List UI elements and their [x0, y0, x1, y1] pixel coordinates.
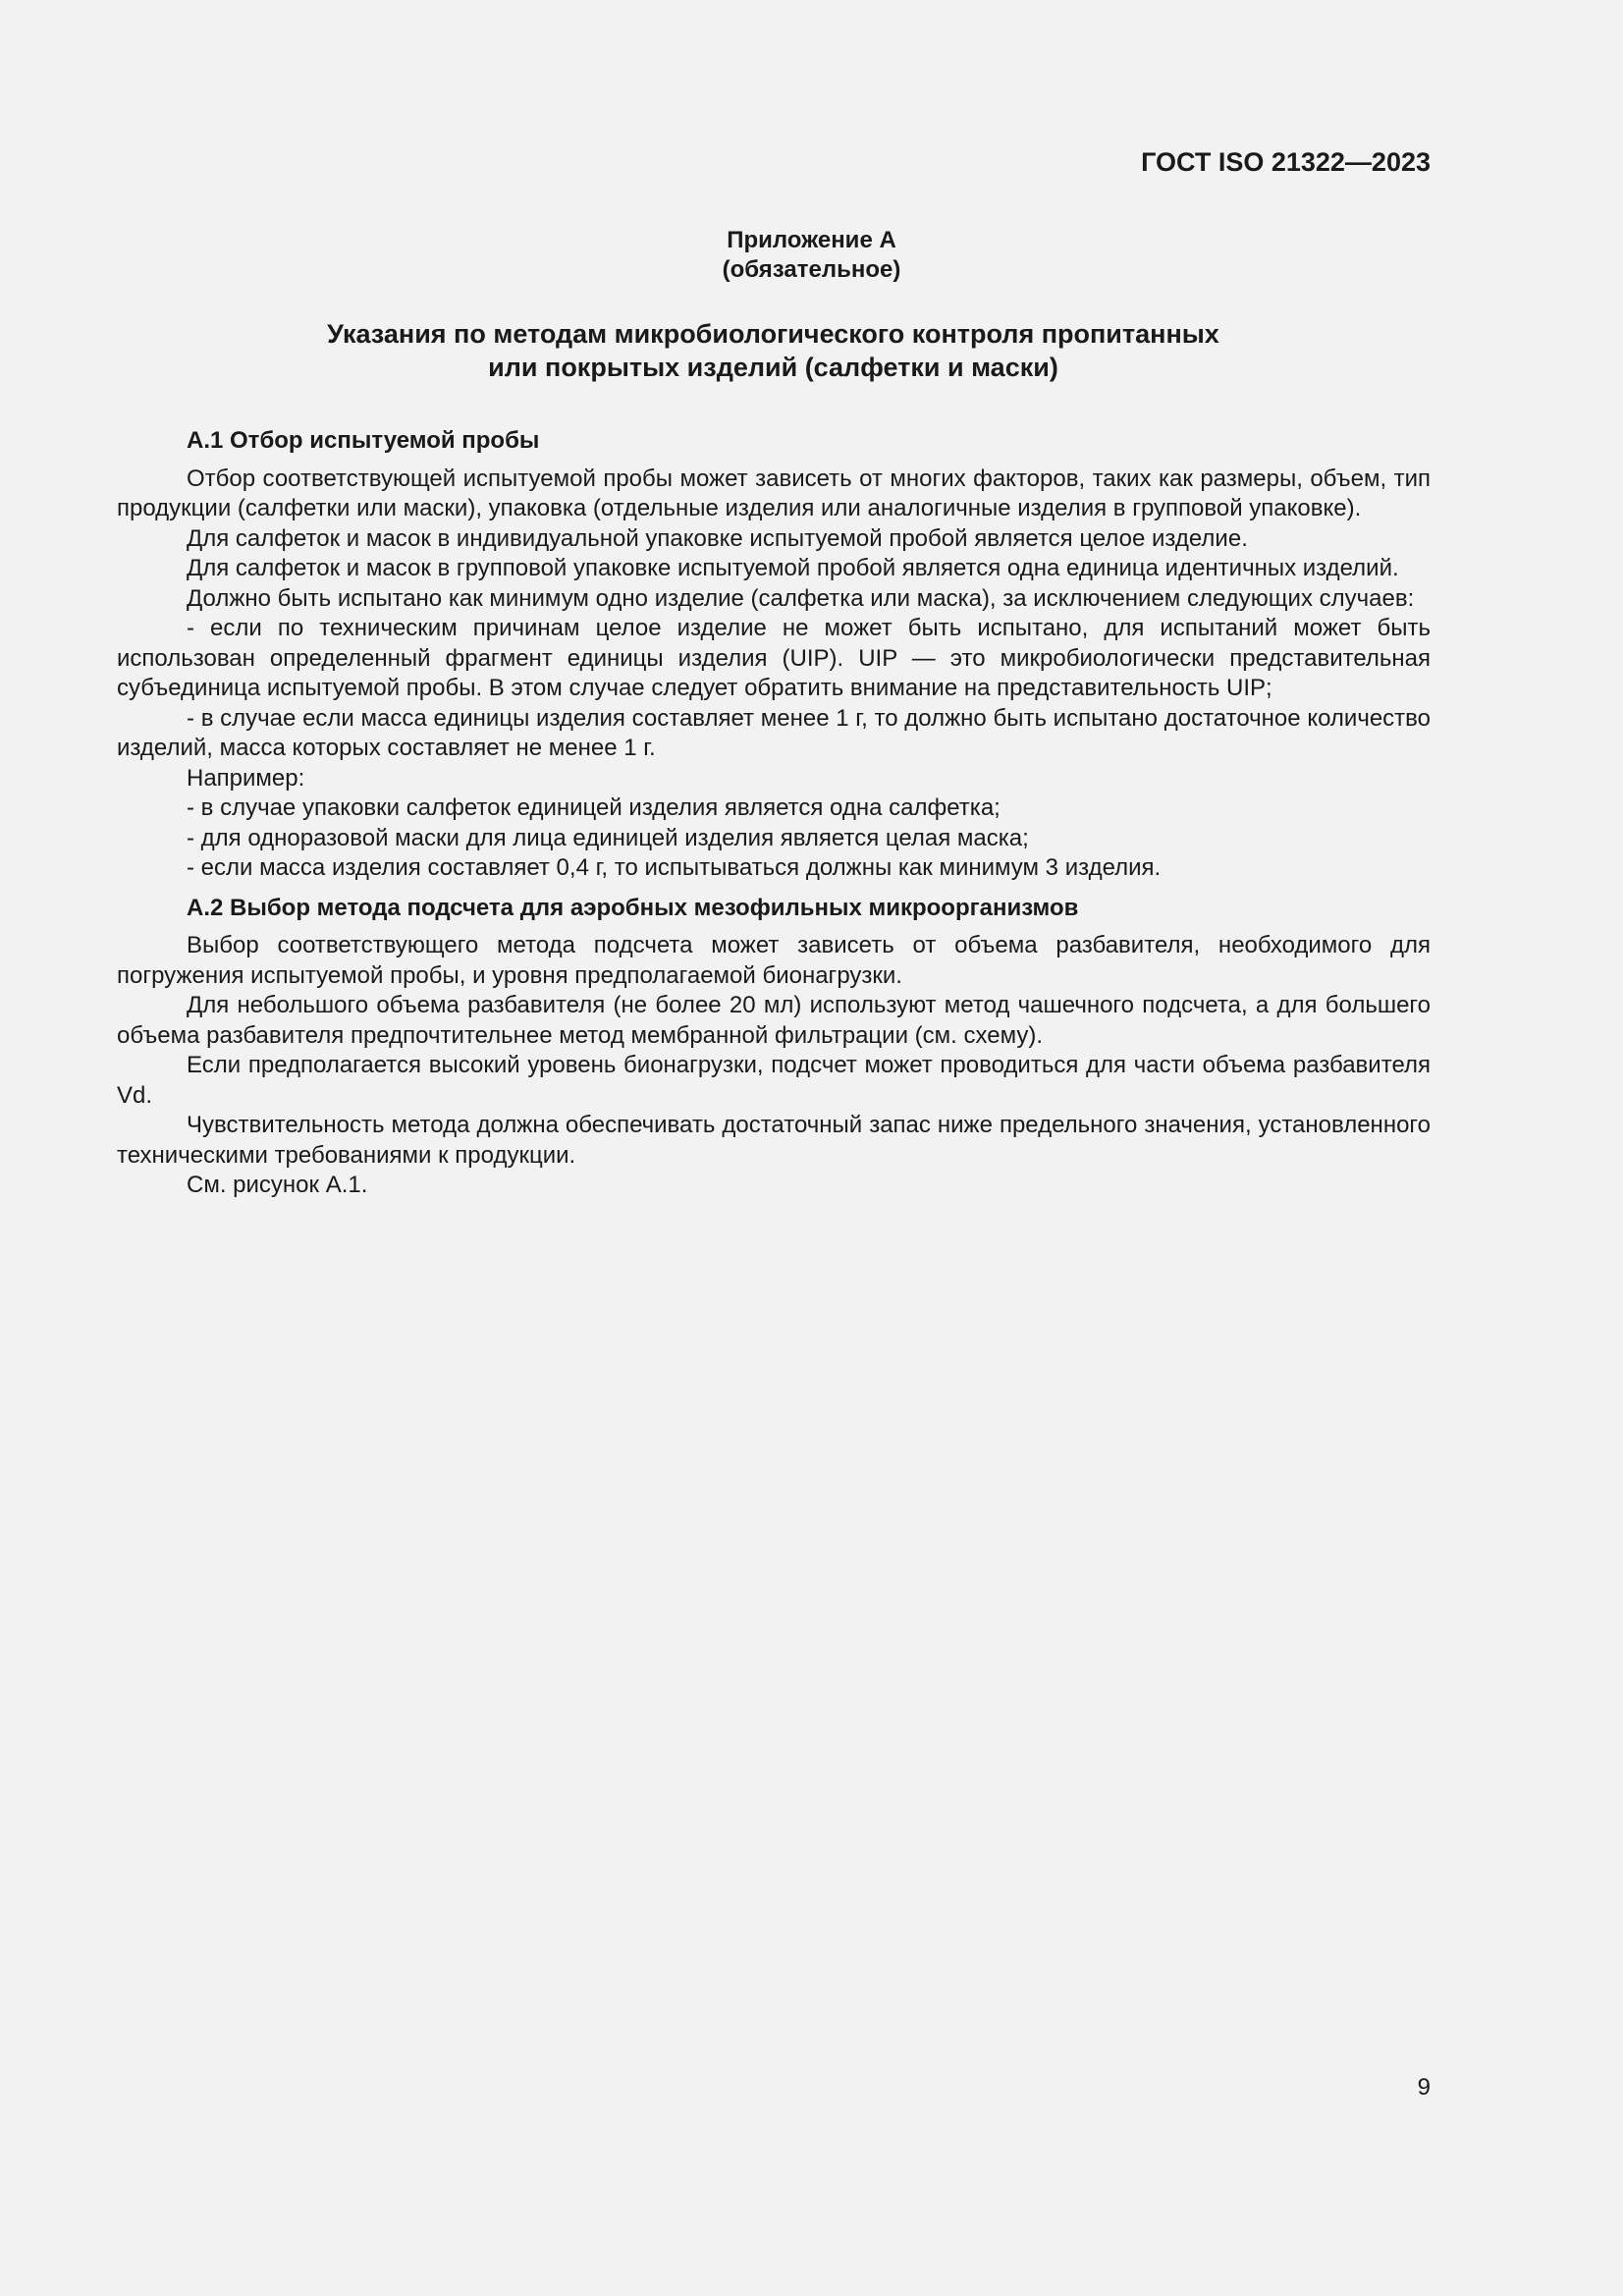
paragraph: Если предполагается высокий уровень бионагрузки, подсчет может проводиться для части объема разбавителя Vd.	[117, 1052, 1431, 1109]
paragraph: Отбор соответствующей испытуемой пробы может зависеть от многих факторов, таких как размеры, объем, тип продукции (салфетки или маски), упаковка (отдельные изделия или аналогичные изделия в групповой упаковке).	[117, 465, 1431, 521]
annex-label: Приложение А	[727, 227, 896, 253]
list-item: - если масса изделия составляет 0,4 г, то испытываться должны как минимум 3 изделия.	[187, 854, 1162, 881]
annex-status: (обязательное)	[722, 256, 901, 283]
paragraph: Выбор соответствующего метода подсчета может зависеть от объема разбавителя, необходимого для погружения испытуемой пробы, и уровня предполагаемой бионагрузки.	[117, 932, 1431, 989]
list-item: - в случае упаковки салфеток единицей изделия является одна салфетка;	[187, 794, 1001, 821]
section-a1-heading: А.1 Отбор испытуемой пробы	[187, 427, 540, 454]
page-number: 9	[1417, 2074, 1431, 2101]
annex-title-line1: Указания по методам микробиологического контроля пропитанных	[327, 319, 1219, 349]
annex-title	[0, 317, 1546, 384]
list-item: - для одноразовой маски для лица единицей изделия является целая маска;	[187, 824, 1029, 851]
paragraph: См. рисунок А.1.	[187, 1172, 368, 1198]
annex-title-line2: или покрытых изделий (салфетки и маски)	[488, 353, 1058, 382]
list-item: - если по техническим причинам целое изделие не может быть испытано, для испытаний может быть использован определенный фрагмент единицы изделия (UIP). UIP — это микробиологически представительная субъединица испытуемой пробы. В этом случае следует обратить внимание на представительность UIP;	[117, 615, 1431, 701]
section-a2-heading: А.2 Выбор метода подсчета для аэробных мезофильных микроорганизмов	[187, 894, 1079, 921]
paragraph: Должно быть испытано как минимум одно изделие (салфетка или маска), за исключением следующих случаев:	[187, 584, 1415, 612]
paragraph: Например:	[187, 764, 305, 792]
paragraph: Для салфеток и масок в групповой упаковке испытуемой пробой является одна единица идентичных изделий.	[187, 555, 1399, 581]
list-item: - в случае если масса единицы изделия составляет менее 1 г, то должно быть испытано достаточное количество изделий, масса которых составляет не менее 1 г.	[117, 704, 1431, 761]
document-body	[117, 426, 1431, 1201]
paragraph: Для салфеток и масок в индивидуальной упаковке испытуемой пробой является целое изделие.	[187, 524, 1248, 552]
paragraph: Для небольшого объема разбавителя (не более 20 мл) используют метод чашечного подсчета, а для большего объема разбавителя предпочтительнее метод мембранной фильтрации (см. схему).	[117, 992, 1431, 1049]
document-code: ГОСТ ISO 21322—2023	[1141, 147, 1431, 177]
annex-heading	[0, 226, 1623, 285]
paragraph: Чувствительность метода должна обеспечивать достаточный запас ниже предельного значения, установленного техническими требованиями к продукции.	[117, 1112, 1431, 1169]
